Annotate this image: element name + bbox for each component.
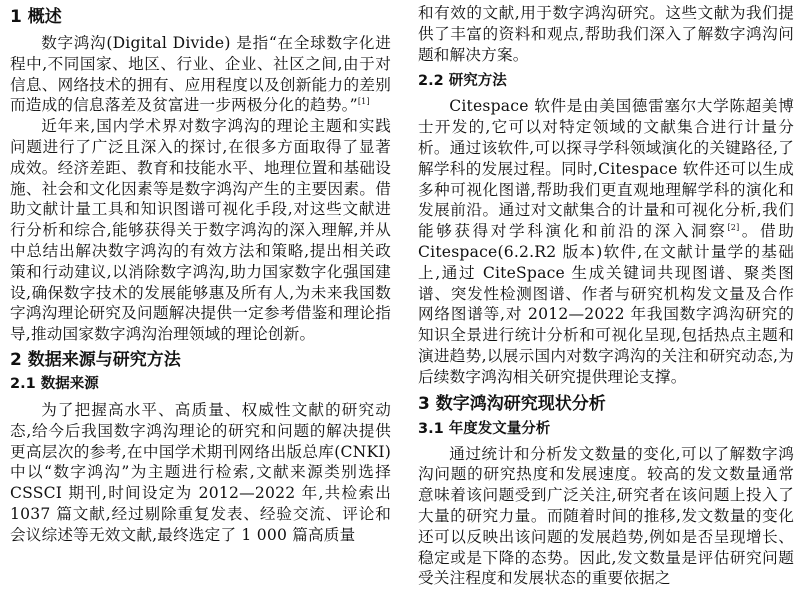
paragraph-data-source: 为了把握高水平、高质量、权威性文献的研究动态,给今后我国数字鸿沟理论的研究和问题的解决提供更高层次的参考,在中国学术期刊网络出版总库(CNKI) 中以“数字鸿沟”为主题进行检索,文献来源类别选择 CSSCI 期刊,时间设定为 2012—2022 年,共检索出1037 篇文献,经过剔除重复发表、经验交流、评论和会议综述等无效文献,最终选定了 1 000 篇高质量: [10, 400, 391, 544]
left-column: [10, 0, 391, 546]
paragraph-data-source-continued: 和有效的文献,用于数字鸿沟研究。这些文献为我们提供了丰富的资料和观点,帮助我们深入了解数字鸿沟问题和解决方案。: [418, 4, 794, 64]
section-heading-research-status: 3 数字鸿沟研究现状分析: [418, 393, 606, 414]
section-heading-data-and-method: 2 数据来源与研究方法: [10, 349, 181, 370]
paragraph-citespace-method: [418, 96, 794, 387]
paragraph-text: Citespace 软件是由美国德雷塞尔大学陈超美博士开发的,它可以对特定领域的文献集合进行计量分析。通过该软件,可以探寻学科领域演化的关键路径,了解学科的发展过程。同时,Citespace 软件还可以生成多种可视化图谱,帮助我们更直观地理解学科的演化和发展前沿。通过对文献集合的计量和可视化分析,我们能够获得对学科演化和前沿的深入洞察: [418, 97, 794, 241]
paragraph-research-background: 近年来,国内学术界对数字鸿沟的理论主题和实践问题进行了广泛且深入的探讨,在很多方面取得了显著成效。经济差距、教育和技能水平、地理位置和基础设施、社会和文化因素等是数字鸿沟产生的主要因素。借助文献计量工具和知识图谱可视化手段,对这些文献进行分析和综合,能够获得关于数字鸿沟的深入理解,并从中总结出解决数字鸿沟的有效方法和策略,提出相关政策和行动建议,以消除数字鸿沟,助力国家数字化强国建设,确保数字技术的发展能够惠及所有人,为未来我国数字鸿沟理论研究及问题解决提供一定参考借鉴和理论指导,推动国家数字鸿沟治理领域的理论创新。: [10, 117, 391, 344]
subsection-heading-data-source: 2.1 数据来源: [10, 375, 99, 392]
right-column: [418, 0, 794, 589]
citation-ref: [1]: [357, 97, 370, 107]
paragraph-annual-publications: 通过统计和分析发文数量的变化,可以了解数字鸿沟问题的研究热度和发展速度。较高的发文数量通常意味着该问题受到广泛关注,研究者在该问题上投入了大量的研究力量。而随着时间的推移,发文数量的变化还可以反映出该问题的发展趋势,例如是否呈现增长、稳定或是下降的态势。因此,发文数量是评估研究问题受关注程度和发展状态的重要依据之: [418, 444, 794, 588]
paragraph-digital-divide-definition: [10, 33, 391, 116]
citation-ref: [2]: [727, 222, 740, 232]
subsection-heading-research-method: 2.2 研究方法: [418, 73, 507, 90]
section-heading-overview: 1 概述: [10, 7, 62, 27]
paragraph-text: 数字鸿沟(Digital Divide) 是指“在全球数字化进程中,不同国家、地区、行业、企业、社区之间,由于对信息、网络技术的拥有、应用程度以及创新能力的差别而造成的信息落差及贫富进一步两极分化的趋势。”: [10, 34, 391, 115]
subsection-heading-annual-publications: 3.1 年度发文量分析: [418, 420, 551, 437]
paragraph-text-continued: 。借助 Citespace(6.2.R2 版本)软件,在文献计量学的基础上,通过 CiteSpace 生成关键词共现图谱、聚类图谱、突发性检测图谱、作者与研究机构发文量及合作网络图谱等,对 2012—2022 年我国数字鸿沟研究的知识全景进行统计分析和可视化呈现,包括热点主题和演进趋势,以展示国内对数字鸿沟的关注和研究动态,为后续数字鸿沟相关研究提供理论支撑。: [418, 222, 794, 386]
